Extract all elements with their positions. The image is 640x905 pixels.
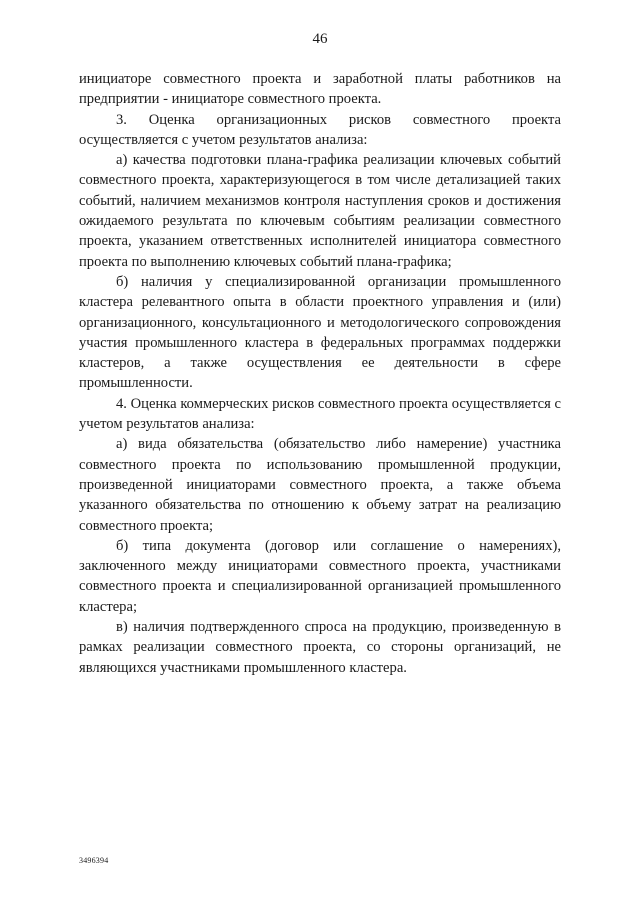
paragraph-continuation: инициаторе совместного проекта и заработной платы работников на предприятии - инициаторе совместного проекта. — [79, 71, 561, 108]
paragraph-item-4: 4. Оценка коммерческих рисков совместного проекта осуществляется с учетом результатов анализа: — [79, 395, 561, 433]
paragraph-item-3b: б) наличия у специализированной организации промышленного кластера релевантного опыта в области проектного управления и (или) организационного, консультационного и методологического сопровождения участия промышленного кластера в федеральных программах поддержки кластеров, а также осуществления ее деятельности в сфере промышленности. — [79, 273, 561, 392]
paragraph-item-3: 3. Оценка организационных рисков совместного проекта осуществляется с учетом результатов анализа: — [79, 111, 561, 148]
paragraph-item-3a: а) качества подготовки плана-графика реализации ключевых событий совместного проекта, характеризующегося в том числе детализацией таких событий, наличием механизмов контроля наступления сроков и достижения ожидаемого результата по ключевым событиям реализации совместного проекта, указанием ответственных исполнителей инициатора совместного проекта по выполнению ключевых событий плана-графика; — [79, 152, 561, 270]
paragraph-item-4a: а) вида обязательства (обязательство либо намерение) участника совместного проекта по использованию промышленной продукции, произведенной инициаторами совместного проекта, а также объема указанного обязательства по отношению к объему затрат на реализацию совместного проекта; — [79, 436, 561, 534]
document-code: 3496394 — [79, 856, 109, 865]
document-body — [79, 69, 561, 678]
paragraph-item-4b: б) типа документа (договор или соглашение о намерениях), заключенного между инициаторами совместного проекта, участниками совместного проекта и специализированной организацией промышленного кластера; — [79, 537, 561, 615]
paragraph-item-4c: в) наличия подтвержденного спроса на продукцию, произведенную в рамках реализации совместного проекта, со стороны организаций, не являющихся участниками промышленного кластера. — [79, 619, 561, 676]
page-number: 46 — [312, 31, 328, 47]
